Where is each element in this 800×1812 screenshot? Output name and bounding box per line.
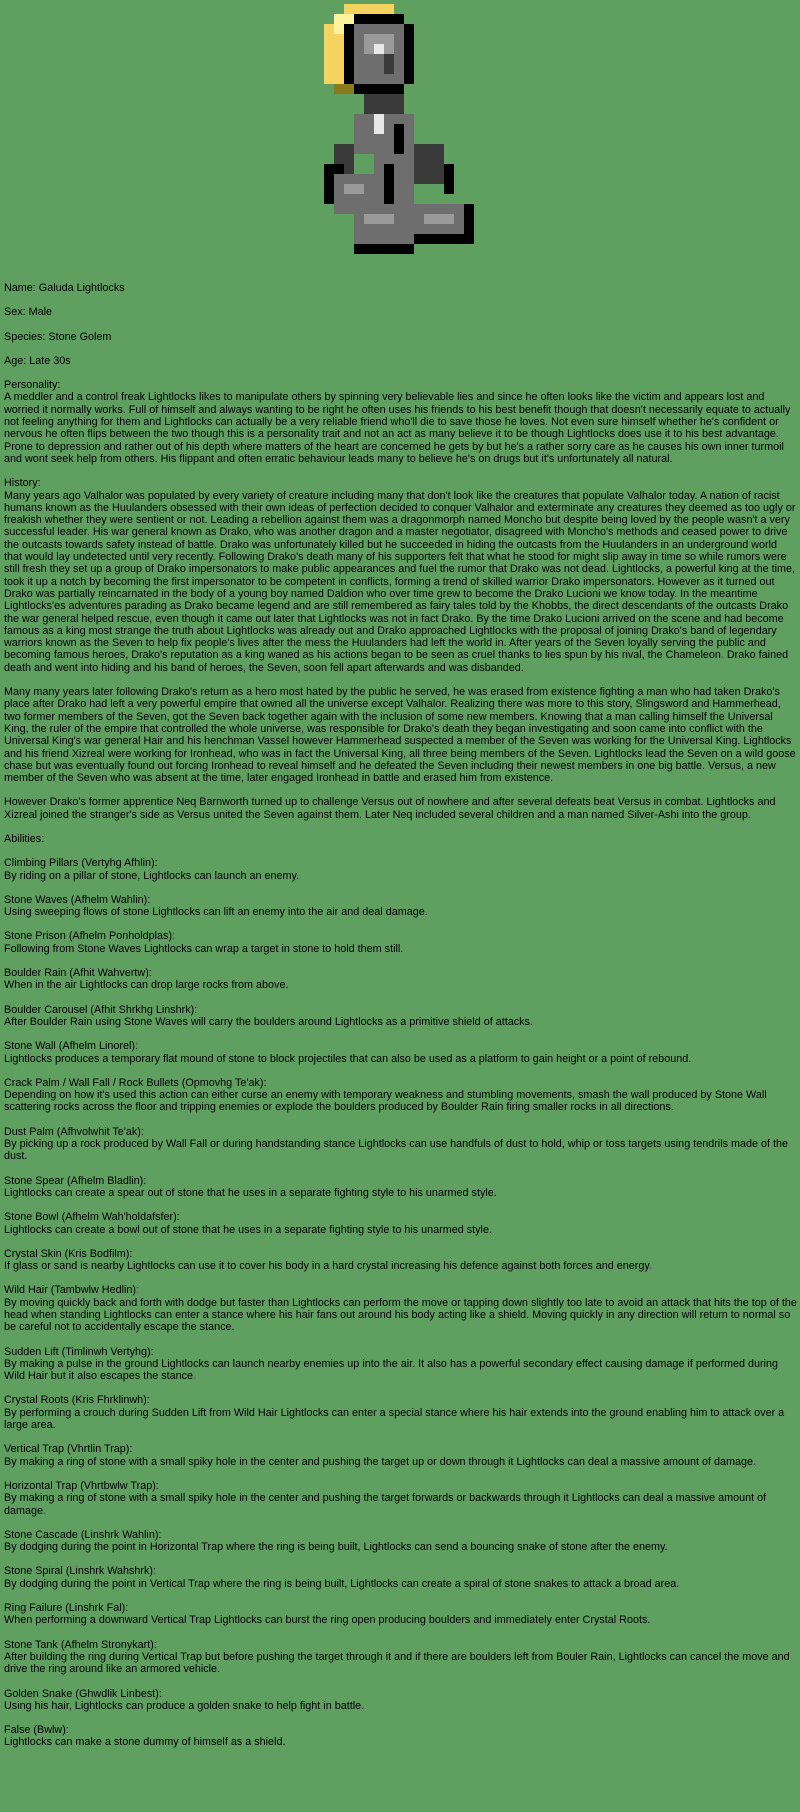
personality-title: Personality: bbox=[4, 379, 61, 392]
ability-name: Golden Snake (Ghwdlik Linbest): bbox=[4, 1687, 162, 1700]
hair-top bbox=[344, 4, 384, 14]
personality-text: A meddler and a control freak Lightlocks likes to manipulate others by spinning very believable lies and since he often looks like the victim and appears lost and worried it normally works. Full of himself and always wanting to be right he often uses his friends to his best benefit though that doesn't necessarily equate to actually not feeling anything for them and Lightlocks can actually be a very reliable friend who'll die to save those he loves. Not even sure himself whether he's confident or nervous he often flips between the two though this is a personality trait and not an act as many believe it to be though Lightlocks does use it to his best advantage. Prone to depression and rather out of his depth where matters of the heart are concerned he gets by but he's a rather sorry care as he causes his own inner turmoil and wont seek help from others. His flippant and often erratic behaviour leads many to believe he's on drugs but it's unfortunately all natural. bbox=[4, 391, 791, 465]
right-arm bbox=[414, 144, 444, 184]
ability-name: Dust Palm (Afhvolwhit Te'ak): bbox=[4, 1125, 144, 1138]
torso-line bbox=[394, 124, 404, 154]
abilities-section bbox=[4, 833, 797, 1749]
ability-description: Lightlocks produces a temporary flat mound of stone to block projectiles that can also be used as a platform to gain height or a point of rebound. bbox=[4, 1052, 692, 1065]
ability-description: By making a ring of stone with a small spiky hole in the center and pushing the target up or down through it Lightlocks can deal a massive amount of damage. bbox=[4, 1455, 757, 1468]
personality-section bbox=[4, 379, 797, 465]
ability-name: Stone Tank (Afhelm Stronykart): bbox=[4, 1638, 157, 1651]
ability-item bbox=[4, 1211, 797, 1236]
ability-name: Stone Cascade (Linshrk Wahlin): bbox=[4, 1528, 162, 1541]
left-leg-light bbox=[364, 214, 394, 224]
ability-description: Lightlocks can create a bowl out of stone that he uses in a separate fighting style to his unarmed style. bbox=[4, 1223, 492, 1236]
ability-item bbox=[4, 967, 797, 992]
ability-description: Lightlocks can make a stone dummy of himself as a shield. bbox=[4, 1736, 286, 1749]
right-leg-outline bbox=[464, 204, 474, 234]
ability-description: By moving quickly back and forth with dodge but faster than Lightlocks can perform the move or tapping down slightly too late to avoid an attack that hits the top of the head when standing Lightlocks can enter a stance where his hair fans out around his body acting like a shield. Moving quickly in any direction will return to normal so be careful not to accidentally escape the stance. bbox=[4, 1296, 797, 1334]
history-section bbox=[4, 477, 797, 821]
fist-light bbox=[344, 184, 364, 194]
abilities-list bbox=[4, 857, 797, 1748]
history-title: History: bbox=[4, 477, 41, 490]
ability-item bbox=[4, 1077, 797, 1114]
ability-name: Sudden Lift (Timlinwh Vertyhg): bbox=[4, 1345, 154, 1358]
right-arm-outline bbox=[444, 164, 454, 194]
ability-item bbox=[4, 1724, 797, 1749]
ability-description: By dodging during the point in Vertical Trap where the ring is being built, Lightlocks can create a spiral of stone snakes to attack a broad area. bbox=[4, 1577, 680, 1590]
ability-name: Crystal Roots (Kris Fhrklinwh): bbox=[4, 1394, 150, 1407]
character-species: Species: Stone Golem bbox=[4, 330, 112, 343]
ability-item bbox=[4, 1346, 797, 1383]
lower-body-line bbox=[384, 164, 394, 204]
character-age: Age: Late 30s bbox=[4, 354, 71, 367]
ability-description: By picking up a rock produced by Wall Fall or during handstanding stance Lightlocks can use handfuls of dust to hold, whip or toss targets using tendrils made of the dust. bbox=[4, 1138, 789, 1163]
ability-name: Vertical Trap (Vhrtlin Trap): bbox=[4, 1443, 133, 1456]
hair-tip bbox=[334, 84, 354, 94]
head-outline-right bbox=[404, 24, 414, 84]
sprite-area bbox=[4, 0, 797, 282]
abilities-title: Abilities: bbox=[4, 832, 45, 845]
ability-description: Lightlocks can create a spear out of stone that he uses in a separate fighting style to his unarmed style. bbox=[4, 1186, 497, 1199]
ability-name: Wild Hair (Tambwlw Hedlin): bbox=[4, 1284, 139, 1297]
ability-item bbox=[4, 1394, 797, 1431]
ability-description: By dodging during the point in Horizontal Trap where the ring is being built, Lightlocks can send a bouncing snake of stone after the enemy. bbox=[4, 1541, 668, 1554]
ability-item bbox=[4, 1175, 797, 1200]
ability-description: Using his hair, Lightlocks can produce a golden snake to help fight in battle. bbox=[4, 1699, 365, 1712]
ability-name: Stone Spear (Afhelm Bladlin): bbox=[4, 1174, 147, 1187]
ability-description: When in the air Lightlocks can drop large rocks from above. bbox=[4, 979, 289, 992]
ability-name: Stone Spiral (Linshrk Wahshrk): bbox=[4, 1565, 157, 1578]
ability-description: By making a ring of stone with a small spiky hole in the center and pushing the target forwards or backwards through it Lightlocks can deal a massive amount of damage. bbox=[4, 1492, 767, 1517]
history-paragraph: Many many years later following Drako's return as a hero most hated by the public he served, he was erased from existence fighting a man who had taken Drako's place after Drako had left a very powerful empire that owned all the universe except Valhalor. Realizing there was more to this story, Slingsword and Hammerhead, two former members of the Seven, got the Seven back together again with the inclusion of some new members. Knowing that a man calling himself the Universal King, the ruler of the empire that controlled the whole universe, was responsible for Drako's death they began investigating and soon came into conflict with the Universal King's war general Hair and his henchman Vassel however Hammerhead suspected a member of the Seven was working for the Universal King. Lightlocks and his friend Xizreal were working for Ironhead, who was in fact the Universal King, all three being members of the Seven. Lightlocks lead the Seven on a wild goose chase but was eventually found out forcing Ironhead to reveal himself and he defeated the Seven including their newest members in one big battle. Versus, a new member of the Seven who was absent at the time, later engaged Ironhead in battle and erased him from existence. bbox=[4, 686, 796, 785]
chest-highlight bbox=[374, 114, 384, 134]
ability-item bbox=[4, 1126, 797, 1163]
ability-name: False (Bwlw): bbox=[4, 1724, 69, 1737]
ability-item bbox=[4, 1248, 797, 1273]
ability-name: Stone Bowl (Afhelm Wah'holdafsfer): bbox=[4, 1211, 180, 1224]
head-outline-top bbox=[354, 14, 404, 24]
character-name: Name: Galuda Lightlocks bbox=[4, 282, 125, 294]
ability-description: Using sweeping flows of stone Lightlocks can lift an enemy into the air and deal damage. bbox=[4, 906, 428, 919]
ability-name: Climbing Pillars (Vertyhg Afhlin): bbox=[4, 857, 158, 870]
ability-item bbox=[4, 857, 797, 882]
ability-description: By riding on a pillar of stone, Lightlocks can launch an enemy. bbox=[4, 869, 300, 882]
ability-name: Boulder Rain (Afhit Wahvertw): bbox=[4, 967, 152, 980]
ability-description: If glass or sand is nearby Lightlocks can use it to cover his body in a hard crystal increasing his defence against both forces and energy. bbox=[4, 1260, 652, 1273]
eye bbox=[374, 44, 384, 54]
ability-item bbox=[4, 1529, 797, 1554]
ability-name: Stone Prison (Afhelm Ponholdplas): bbox=[4, 930, 176, 943]
history-paragraph: Many years ago Valhalor was populated by every variety of creature including many that don't look like the creatures that populate Valhalor today. A nation of racist humans known as the Huulanders obsessed with their own ideas of perfection decided to conquer Valhalor and exterminate any creatures they deemed as too ugly or freakish whether they were sentient or not. Leading a rebellion against them was a dragonmorph named Moncho but despite being loved by the people wasn't a very successful leader. His war general known as Drako, who was another dragon and a master negotiator, disagreed with Moncho's methods and ceased power to drive the outcasts towards safety instead of battle. Drako was unfortunately killed but he succeeded in hiding the outcasts from the Huulanders in an underground world that would lay undetected until very recently. Following Drako's death many of his supporters felt that what he stood for might slip away in time so while rumors were still fresh they set up a group of Drako impersonators to make public appearances and fuel the rumor that Drako was not dead. Lightlocks, a powerful king at the time, took it up a notch by becoming the first impersonator to be competent in conflicts, forming a trend of skilled warrior Drako impersonators. However as it turned out Drako was partially reincarnated in the body of a young boy named Daldion who over time grew to become the Drako Lucioni we know today. In the meantime Lightlocks'es adventures parading as Drako became legend and are still remembered as fairy tales told by the Khobbs, the direct descendants of the outcasts Drako the war general helped rescue, even though it came out later that Lightlocks was not in fact Drako. By the time Drako Lucioni arrived on the scene and had become famous as a king most strange the truth about Lightlocks was already out and Drako approached Lightlocks with the proposal of joining Drako's band of legendary warriors known as the Seven to help fix people's lives after the mess the Huulanders had left the world in. After years of the Seven loyally serving the public and becoming famous heroes, Drako's reputation as a king waned as his actions began to be seen as cruel thanks to lies spun by his rival, the Chameleon. Drako fained death and went into hiding and his band of heroes, the Seven, soon fell apart afterwards and was disbanded. bbox=[4, 489, 796, 674]
ability-description: By making a pulse in the ground Lightlocks can launch nearby enemies up into the air. It also has a powerful secondary effect causing damage if performed during Wild Hair but it also escapes the stance. bbox=[4, 1357, 779, 1383]
character-sex: Sex: Male bbox=[4, 306, 53, 319]
head-outline-left bbox=[344, 24, 354, 84]
ability-item bbox=[4, 1688, 797, 1713]
ability-item bbox=[4, 1040, 797, 1065]
ability-item bbox=[4, 1004, 797, 1029]
ability-item bbox=[4, 1443, 797, 1468]
ability-item bbox=[4, 1602, 797, 1627]
ability-name: Ring Failure (Linshrk Fal): bbox=[4, 1602, 129, 1615]
ability-name: Stone Wall (Afhelm Linorel): bbox=[4, 1040, 139, 1053]
ability-description: Depending on how it's used this action can either curse an enemy with temporary weakness and stumbling movements, smash the wall produced by Stone Wall scattering rocks across the floor and tripping enemies or explode the boulders produced by Boulder Rain firing smaller rocks in all directions. bbox=[4, 1089, 767, 1114]
right-leg-light bbox=[424, 214, 454, 224]
base-outline bbox=[354, 244, 414, 254]
ability-item bbox=[4, 930, 797, 955]
ability-item bbox=[4, 1284, 797, 1333]
stone-golem-sprite bbox=[313, 4, 493, 280]
ability-item bbox=[4, 1639, 797, 1676]
ability-name: Stone Waves (Afhelm Wahlin): bbox=[4, 893, 151, 906]
head-outline-bottom bbox=[354, 84, 404, 94]
ability-description: After building the ring during Vertical Trap but before pushing the target through it and if there are boulders left from Bouler Rain, Lightlocks can cancel the move and drive the ring around like an armored vehicle. bbox=[4, 1650, 790, 1676]
ability-item bbox=[4, 894, 797, 919]
ability-description: By performing a crouch during Sudden Lift from Wild Hair Lightlocks can enter a special stance where his hair extends into the ground enabling him to attack over a large area. bbox=[4, 1406, 785, 1432]
hair-left-inner bbox=[334, 34, 344, 84]
ability-description: After Boulder Rain using Stone Waves will carry the boulders around Lightlocks as a primitive shield of attacks. bbox=[4, 1015, 533, 1028]
ability-description: When performing a downward Vertical Trap Lightlocks can burst the ring open producing boulders and immediately enter Crystal Roots. bbox=[4, 1614, 651, 1627]
neck bbox=[364, 94, 404, 114]
ability-item bbox=[4, 1480, 797, 1517]
ability-item bbox=[4, 1565, 797, 1590]
base-outline-right bbox=[414, 234, 474, 244]
ability-name: Crystal Skin (Kris Bodfilm): bbox=[4, 1247, 133, 1260]
ability-description: Following from Stone Waves Lightlocks can wrap a target in stone to hold them still. bbox=[4, 942, 404, 955]
ability-name: Horizontal Trap (Vhrtbwlw Trap): bbox=[4, 1479, 159, 1492]
ability-name: Crack Palm / Wall Fall / Rock Bullets (Opmovhg Te'ak): bbox=[4, 1076, 267, 1089]
face-shadow bbox=[384, 54, 394, 74]
history-paragraph: However Drako's former apprentice Neq Barnworth turned up to challenge Versus out of nowhere and after several defeats beat Versus in combat. Lightlocks and Xizreal joined the stranger's side as Versus united the Seven against them. Later Neq included several children and a man named Silver-Ashi into the group. bbox=[4, 796, 776, 821]
hair-left bbox=[324, 24, 334, 84]
ability-name: Boulder Carousel (Afhit Shrkhg Linshrk): bbox=[4, 1003, 198, 1016]
